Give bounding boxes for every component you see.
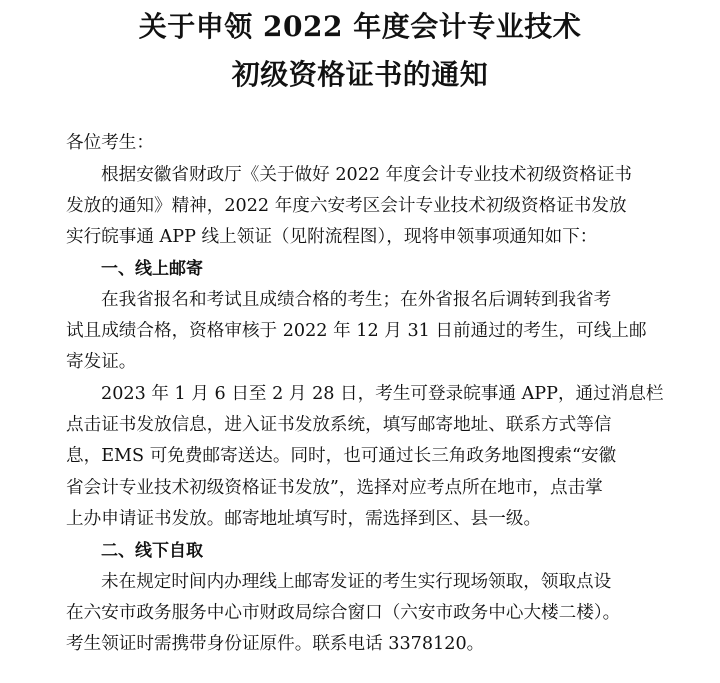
paragraph-line: 寄发证。 bbox=[66, 352, 137, 372]
section-heading-online-mail: 一、线上邮寄 bbox=[101, 259, 203, 279]
paragraph-line: 上办申请证书发放。邮寄地址填写时，需选择到区、县一级。 bbox=[66, 509, 542, 529]
paragraph-line: 在六安市政务服务中心市财政局综合窗口（六安市政务中心大楼二楼）。 bbox=[66, 603, 621, 623]
salutation: 各位考生： bbox=[66, 133, 154, 153]
intro-line: 根据安徽省财政厅《关于做好 2022 年度会计专业技术初级资格证书 bbox=[101, 165, 632, 185]
paragraph-line: 点击证书发放信息，进入证书发放系统，填写邮寄地址、联系方式等信 bbox=[66, 415, 612, 435]
section-heading-offline-pickup: 二、线下自取 bbox=[101, 541, 203, 561]
paragraph-line: 息，EMS 可免费邮寄送达。同时，也可通过长三角政务地图搜索“安徽 bbox=[66, 446, 617, 466]
paragraph-line: 未在规定时间内办理线上邮寄发证的考生实行现场领取，领取点设 bbox=[101, 572, 612, 592]
document-title-line-1: 关于申领 2022 年度会计专业技术 bbox=[138, 10, 582, 43]
paragraph-line: 省会计专业技术初级资格证书发放”，选择对应考点所在地市，点击掌 bbox=[66, 478, 603, 498]
intro-line: 实行皖事通 APP 线上领证（见附流程图），现将申领事项通知如下： bbox=[66, 227, 598, 247]
paragraph-line: 在我省报名和考试且成绩合格的考生；在外省报名后调转到我省考 bbox=[101, 290, 612, 310]
intro-line: 发放的通知》精神，2022 年度六安考区会计专业技术初级资格证书发放 bbox=[66, 196, 627, 216]
paragraph-line: 考生领证时需携带身份证原件。联系电话 3378120。 bbox=[66, 634, 485, 654]
document-title-line-2: 初级资格证书的通知 bbox=[231, 58, 489, 91]
paragraph-line: 试且成绩合格，资格审核于 2022 年 12 月 31 日前通过的考生，可线上邮 bbox=[66, 321, 647, 341]
paragraph-line: 2023 年 1 月 6 日至 2 月 28 日，考生可登录皖事通 APP，通过消息栏 bbox=[101, 384, 664, 404]
